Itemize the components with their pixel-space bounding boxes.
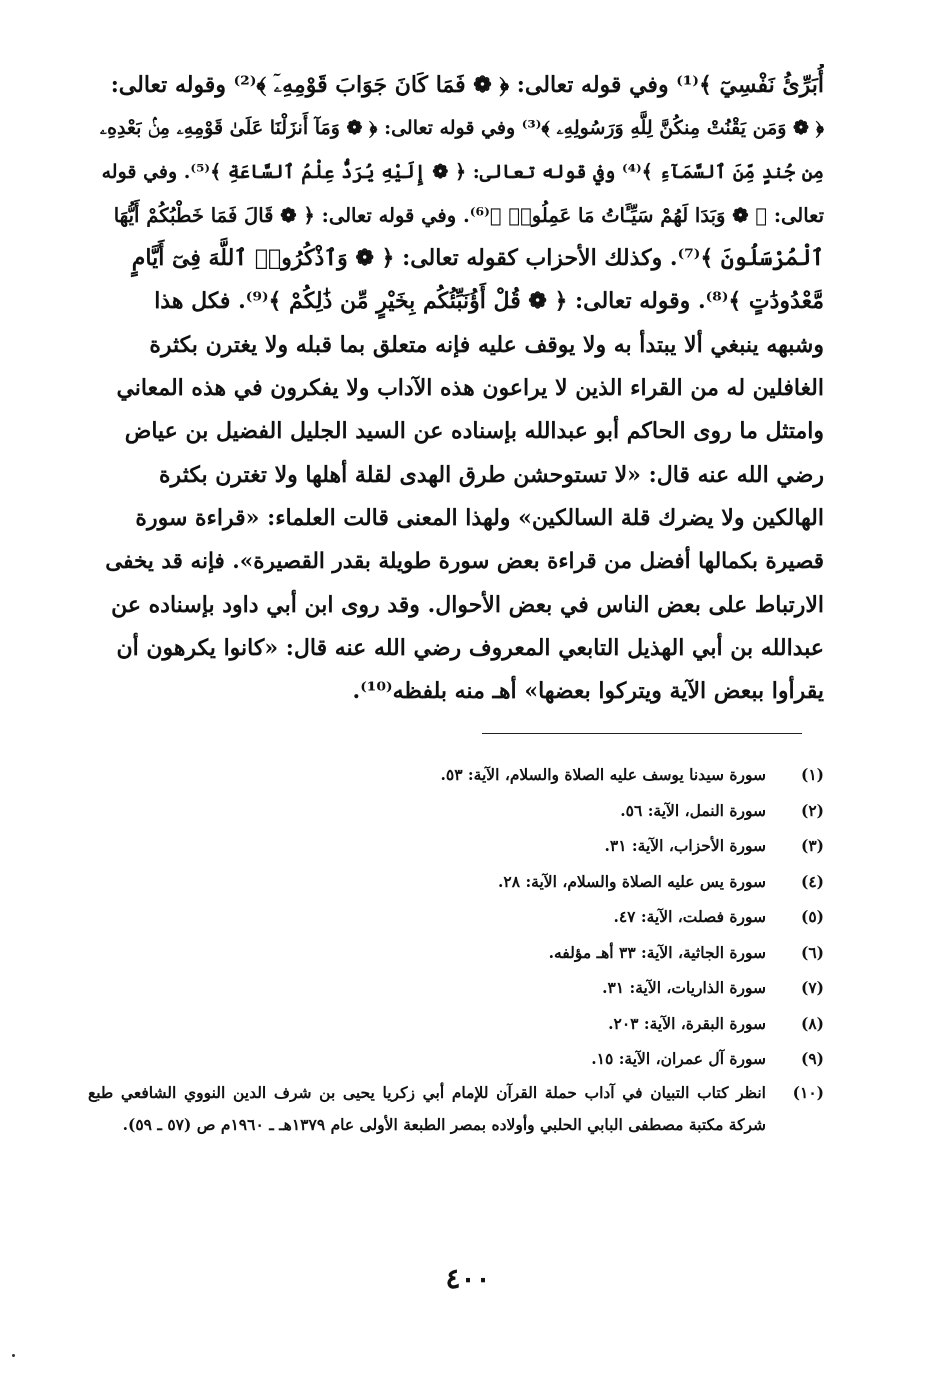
text-line: رضي الله عنه قال: «لا تستوحشن طرق الهدى لقلة أهلها ولا تغترن بكثرة (159, 461, 824, 488)
footnote-number: (٥) (800, 907, 824, 926)
text-line: ﴿ ❁ وَمَن يَقْنُتْ مِنكُنَّ لِلَّهِ وَرَسُولِهِۦ ﴾⁽³⁾ وفي قوله تعالى: ﴿ ❁ وَمَآ أَنزَلْنَا عَلَىٰ قَوْمِهِۦ مِنۢ بَعْدِهِۦ (99, 117, 824, 140)
footnote-text: سورة النمل، الآية: ٥٦. (620, 800, 766, 820)
text-line: وشبهه ينبغي ألا يبتدأ به ولا يوقف عليه فإنه متعلق بما قبله ولا يغترن بكثرة (149, 331, 824, 358)
footnote-text: انظر كتاب التبيان في آداب حملة القرآن للإمام أبي زكريا يحيى بن شرف الدين النووي الشافعي طبع شركة مكتبة مصطفى البابي الحلبي وأولاده بمصر الطبعة الأولى عام ١٣٧٩هـ ـ ١٩٦٠م ص (٥٧ ـ ٥٩). (88, 1082, 766, 1134)
footnote-number: (١) (800, 765, 824, 784)
text-line: وامتثل ما روى الحاكم أبو عبدالله بإسناده عن السيد الجليل الفضيل بن عياض (124, 418, 824, 445)
page-number: ٤٠٠ (445, 1262, 491, 1295)
footnote-number: (١٠) (792, 1082, 824, 1102)
footnote-number: (٦) (800, 942, 824, 962)
footnote-text: سورة سيدنا يوسف عليه الصلاة والسلام، الآية: ٥٣. (440, 765, 766, 784)
text-line: ٱلْمُرْسَلُونَ ﴾⁽⁷⁾. وكذلك الأحزاب كقوله تعالى: ﴿ ❁ وَٱذْكُرُوا۟ ٱللَّهَ فِىٓ أَيَّامٍ (131, 245, 824, 272)
footnote-number: (٧) (800, 978, 824, 997)
text-line: مَّعْدُودَٰتٍ ﴾⁽⁸⁾. وقوله تعالى: ﴿ ❁ قُلْ أَؤُنَبِّئُكُم بِخَيْرٍ مِّن ذَٰلِكُمْ ﴾⁽⁹⁾. فكل هذا (154, 288, 824, 315)
text-line: أُبَرِّئُ نَفْسِيٓ ﴾⁽¹⁾ وفي قوله تعالى: ﴿ ❁ فَمَا كَانَ جَوَابَ قَوْمِهِۦٓ ﴾⁽²⁾ وقوله تعالى: (110, 72, 824, 98)
footnote-text: سورة البقرة، الآية: ٢٠٣. (608, 1013, 766, 1033)
text-line: قصيرة بكمالها أفضل من قراءة بعض سورة طويلة بقدر القصيرة». فإنه قد يخفى (105, 549, 824, 575)
text-line: عبدالله بن أبي الهذيل التابعي المعروف رضي الله عنه قال: «كانوا يكرهون أن (116, 634, 824, 661)
text-line: مِن جُندٍ مِّنَ ٱلسَّمَآءِ ﴾⁽⁴⁾ وفي قوله تعالى: ﴿ ❁ إِلَيْهِ يُرَدُّ عِلْمُ ٱلسَّاعَةِ ﴾⁽⁵⁾. وفي قوله (101, 160, 824, 183)
footnote-item (88, 935, 824, 971)
footnote-number: (٨) (800, 1013, 824, 1033)
footnote-text: سورة الجاثية، الآية: ٣٣ أهـ مؤلفه. (548, 942, 766, 962)
text-line: تعالى: ﴿ ❁ وَبَدَا لَهُمْ سَيِّـَٔاتُ مَا عَمِلُوا۟ ﴾⁽⁶⁾. وفي قوله تعالى: ﴿ ❁ قَالَ فَمَا خَطْبُكُمْ أَيُّهَا (113, 203, 824, 227)
footnote-item (88, 793, 824, 829)
footnote-item (88, 757, 824, 793)
footnote-text: سورة آل عمران، الآية: ١٥. (591, 1049, 766, 1068)
scan-speck (12, 1354, 15, 1357)
footnote-number: (٤) (800, 871, 824, 891)
main-text-block (96, 64, 824, 713)
footnote-number: (٣) (800, 836, 824, 855)
footnote-text: سورة الأحزاب، الآية: ٣١. (604, 836, 766, 855)
footnotes-list (88, 757, 824, 1141)
footnote-item (88, 899, 824, 935)
footnote-number: (٢) (800, 800, 824, 820)
text-line: الهالكين ولا يضرك قلة السالكين» ولهذا المعنى قالت العلماء: «قراءة سورة (135, 504, 824, 531)
text-line: الارتباط على بعض الناس في بعض الأحوال. وقد روى ابن أبي داود بإسناده عن (111, 591, 824, 618)
footnote-item (88, 1006, 824, 1042)
footnote-separator (482, 733, 802, 734)
footnote-number: (٩) (800, 1049, 824, 1068)
text-line: يقرأوا ببعض الآية ويتركوا بعضها» أهـ منه بلفظه⁽¹⁰⁾. (352, 678, 824, 705)
footnote-item (88, 864, 824, 900)
footnote-item (88, 1041, 824, 1077)
footnote-item (88, 1077, 824, 1141)
footnote-text: سورة يس عليه الصلاة والسلام، الآية: ٢٨. (497, 871, 766, 891)
footnote-item (88, 828, 824, 864)
footnote-item (88, 970, 824, 1006)
text-line: الغافلين له من القراء الذين لا يراعون هذه الآداب ولا يفكرون في هذه المعاني (116, 375, 824, 402)
footnote-text: سورة فصلت، الآية: ٤٧. (613, 907, 766, 926)
footnote-text: سورة الذاريات، الآية: ٣١. (602, 978, 766, 997)
